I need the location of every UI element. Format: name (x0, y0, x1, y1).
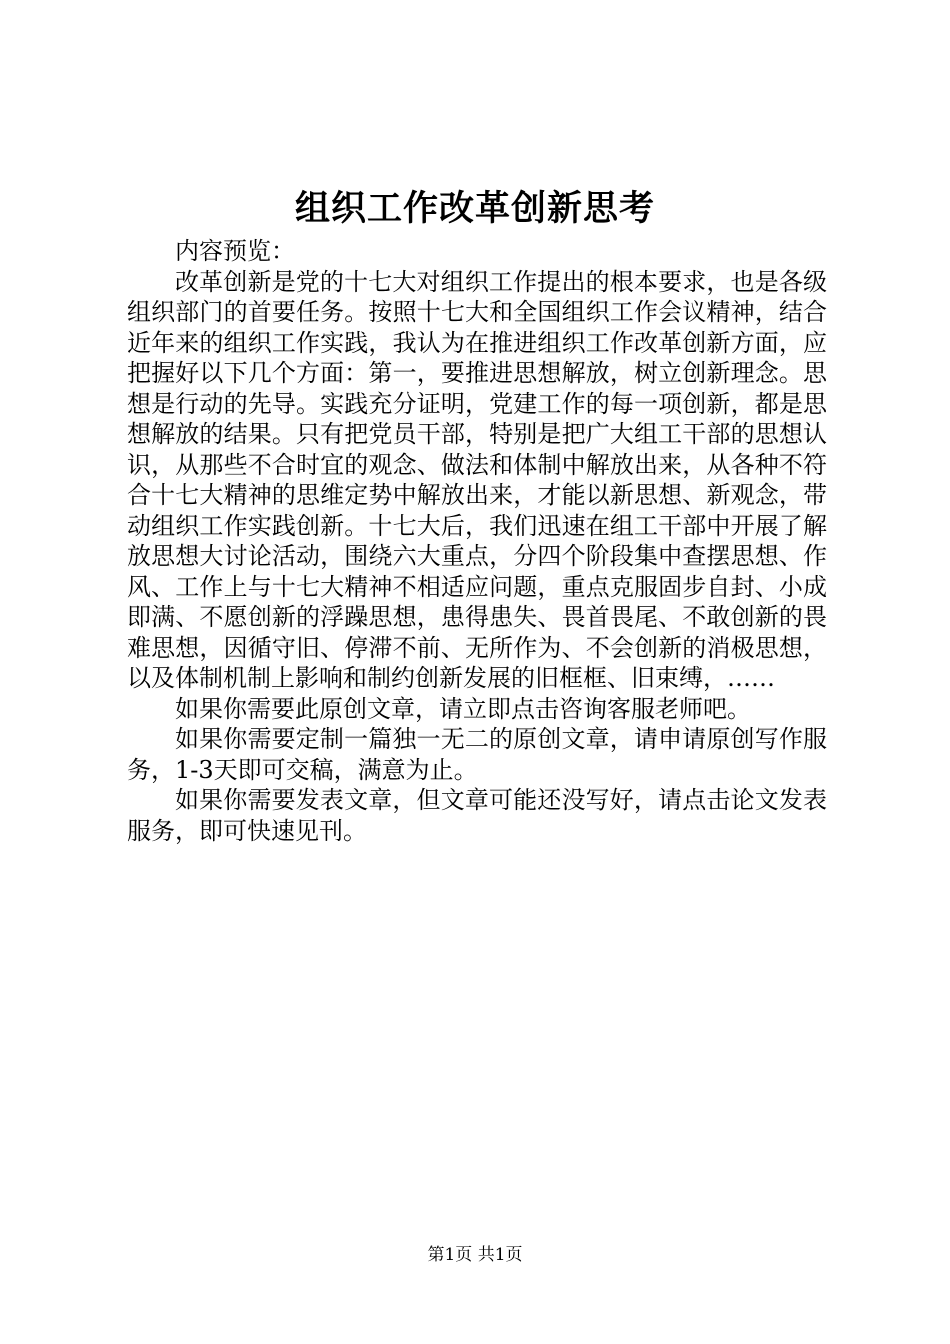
document-title: 组织工作改革创新思考 (294, 188, 655, 229)
page-total: 共1页 (477, 1245, 523, 1265)
publishing-service-paragraph: 如果你需要发表文章，但文章可能还没写好，请点击论文发表服务，即可快速见刊。 (127, 786, 827, 845)
custom-writing-paragraph: 如果你需要定制一篇独一无二的原创文章，请申请原创写作服务，1-3天即可交稿，满意为止。 (127, 725, 827, 784)
document-body (127, 236, 827, 846)
page-footer (0, 1244, 950, 1266)
preview-paragraph: 改革创新是党的十七大对组织工作提出的根本要求，也是各级组织部门的首要任务。按照十七大和全国组织工作会议精神，结合近年来的组织工作实践，我认为在推进组织工作改革创新方面，应把握好以下几个方面：第一，要推进思想解放，树立创新理念。思想是行动的先导。实践充分证明，党建工作的每一项创新，都是思想解放的结果。只有把党员干部，特别是把广大组工干部的思想认识，从那些不合时宜的观念、做法和体制中解放出来，从各种不符合十七大精神的思维定势中解放出来，才能以新思想、新观念，带动组织工作实践创新。十七大后，我们迅速在组工干部中开展了解放思想大讨论活动，围绕六大重点，分四个阶段集中查摆思想、作风、工作上与十七大精神不相适应问题，重点克服固步自封、小成即满、不愿创新的浮躁思想，患得患失、畏首畏尾、不敢创新的畏难思想，因循守旧、停滞不前、无所作为、不会创新的消极思想，以及体制机制上影响和制约创新发展的旧框框、旧束缚，…… (127, 267, 827, 692)
contact-service-paragraph: 如果你需要此原创文章，请立即点击咨询客服老师吧。 (175, 694, 751, 723)
preview-label: 内容预览： (175, 237, 295, 265)
page-number: 第1页 (427, 1245, 473, 1265)
